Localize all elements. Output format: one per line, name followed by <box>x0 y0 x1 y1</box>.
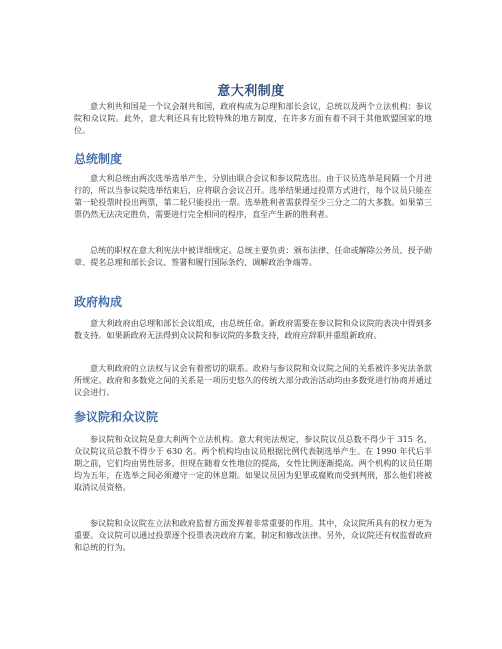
section-heading-president: 总统制度 <box>74 152 123 166</box>
section-body-government-2 <box>74 362 432 398</box>
section-paragraph: 参议院和众议院是意大利两个立法机构。意大利宪法规定，参议院议员总数不得少于 315 名，众议院议员总数不得少于 630 名。两个机构均由议员根据比例代表制选举产生。在 1990 年代后半期之前，它们均由男性居多，但现在随着女性地位的提高，女性比例逐渐提高。两个机构的议员任期均为五年，在选举之间必须遵守一定的休息期。如果议员因为犯罪或腐败而受到判刑，那么他们将被取消议员资格。 <box>74 434 432 492</box>
section-paragraph: 意大利政府的立法权与议会有着密切的联系。政府与参议院和众议院之间的关系被许多宪法条款所规定。政府和多数党之间的关系是一项历史悠久的传统大部分政治活动均由多数党进行协商并通过议会进行。 <box>74 363 432 397</box>
section-heading-parliament: 参议院和众议院 <box>74 410 159 424</box>
intro-block <box>74 100 432 136</box>
intro-paragraph: 意大利共和国是一个议会制共和国，政府构成为总理和部长会议，总统以及两个立法机构：参议院和众议院。此外，意大利还具有比较特殊的地方制度，在许多方面有着不同于其他欧盟国家的地位。 <box>74 101 432 135</box>
section-paragraph: 意大利总统由两次选举选举产生，分别由联合会议和参议院选出。由于议员选举是间隔一个月进行的，所以当参议院选举结束后，应将联合会议召开。选举结果通过投票方式进行，每个议员只能在第一轮投票时投出两票，第二轮只能投出一票。选举胜利者需获得至少三分之二的大多数。如果第三票仍然无法决定胜负，需要进行完全相同的程序，直至产生新的胜利者。 <box>74 173 432 219</box>
section-heading-government: 政府构成 <box>74 295 123 309</box>
section-paragraph: 意大利政府由总理和部长会议组成，由总统任命。新政府需要在参议院和众议院的表决中得到多数支持。如果新政府无法得到众议院和参议院的多数支持，政府应辞职并重组新政府。 <box>74 318 432 340</box>
document-title: 意大利制度 <box>217 84 285 99</box>
section-paragraph: 总统的职权在意大利宪法中被详细规定。总统主要负责：颁布法律、任命或解除公务员、授予勋章、提名总理和部长会议、签署和履行国际条约、调解政治争端等。 <box>74 245 432 267</box>
section-body-government <box>74 317 432 341</box>
section-body-president <box>74 172 432 220</box>
section-paragraph: 参议院和众议院在立法和政府监督方面发挥着非常重要的作用。其中，众议院所具有的权力更为重要。众议院可以通过投票逐个投票表决政府方案，制定和修改法律。另外，众议院还有权监督政府和总统的行为。 <box>74 518 432 552</box>
section-body-president-2 <box>74 244 432 268</box>
section-body-parliament <box>74 433 432 493</box>
section-body-parliament-2 <box>74 517 432 553</box>
